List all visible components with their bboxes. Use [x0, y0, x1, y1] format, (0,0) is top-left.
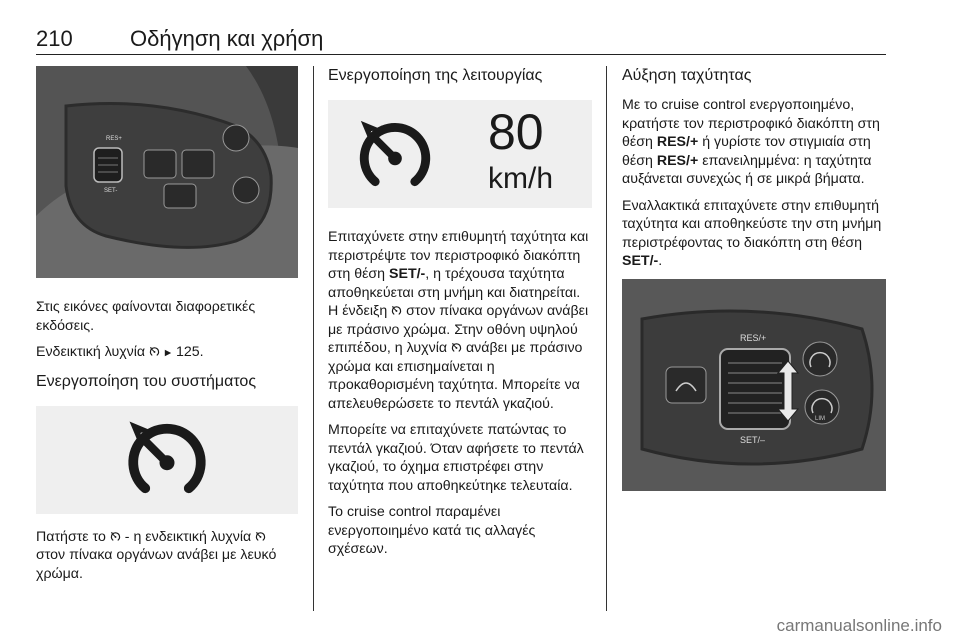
triangle-arrow-icon	[164, 349, 172, 357]
cruise-control-icon	[122, 414, 212, 504]
paragraph: Πατήστε το - η ενδεικτική λυχνία στον πίνακα οργάνων ανάβει με λευκό χρώμα.	[36, 528, 277, 582]
column-middle	[328, 66, 592, 567]
section-heading: Αύξηση ταχύτητας	[622, 67, 752, 84]
page-number: 210	[36, 26, 73, 51]
cruise-control-icon	[149, 346, 160, 357]
res-label: RES+	[106, 136, 122, 142]
paragraph: Επιταχύνετε στην επιθυμητή ταχύτητα και περιστρέψτε τον περιστροφικό διακόπτη στη θέση SET/-, η τρέχουσα ταχύτητα αποθηκεύεται στη μνήμη και διατηρείται. Η ένδειξη στον πίνακα οργάνων ανάβει με πράσινο χρώμα. Στην οθόνη υψηλού επιπέδου, η λυχνία ανάβει με πράσινο χρώμα και επισημαίνεται η προκαθορισμένη ταχύτητα. Μπορείτε να απελευθερώσετε το πεντάλ γκαζιού.	[328, 229, 589, 412]
watermark: carmanualsonline.info	[776, 616, 942, 635]
page-title: Οδήγηση και χρήση	[130, 26, 324, 51]
paragraph: Εναλλακτικά επιταχύνετε στην επιθυμητή ταχύτητα και αποθηκεύστε την στη μνήμη περιστρέφοντας το διακόπτη στη θέση SET/-.	[622, 197, 882, 269]
cruise-switch-photo	[622, 279, 886, 491]
section-heading: Ενεργοποίηση της λειτουργίας	[328, 67, 543, 84]
paragraph: Μπορείτε να επιταχύνετε πατώντας το πεντάλ γκαζιού. Όταν αφήσετε το πεντάλ γκαζιού, το όχημα επιστρέφει στην ταχύτητα που αποθηκεύτηκε τελευταία.	[328, 422, 584, 494]
cruise-indicator-box	[36, 406, 298, 514]
column-divider	[313, 66, 314, 611]
paragraph: Στις εικόνες φαίνονται διαφορετικές εκδόσεις.	[36, 299, 256, 334]
set-label: SET-	[104, 188, 118, 194]
page-header	[36, 26, 886, 55]
lim-label: LIM	[815, 415, 826, 422]
speed-display-box	[328, 100, 592, 208]
paragraph: Ενδεικτική λυχνία 125.	[36, 344, 204, 360]
column-right	[622, 66, 886, 491]
set-label: SET/–	[740, 434, 766, 445]
paragraph: Το cruise control παραμένει ενεργοποιημένο κατά τις αλλαγές σχέσεων.	[328, 504, 536, 557]
cruise-control-icon	[354, 114, 436, 196]
res-label: RES/+	[740, 332, 767, 343]
cruise-control-icon	[451, 342, 462, 353]
column-left	[36, 66, 298, 591]
paragraph: Με το cruise control ενεργοποιημένο, κρατήστε τον περιστροφικό διακόπτη στη θέση RES/+ ή γυρίστε τον στιγμιαία στη θέση RES/+ επανειλημμένα: η ταχύτητα αυξάνεται συνεχώς ή σε μικρά βήματα.	[622, 97, 880, 187]
cruise-control-icon	[110, 531, 121, 542]
cruise-control-icon	[255, 531, 266, 542]
steering-wheel-photo	[36, 66, 298, 278]
column-divider	[606, 66, 607, 611]
speed-unit: km/h	[488, 162, 554, 195]
section-heading: Ενεργοποίηση του συστήματος	[36, 372, 257, 390]
speed-value: 80	[488, 104, 544, 160]
cruise-control-icon	[391, 305, 402, 316]
